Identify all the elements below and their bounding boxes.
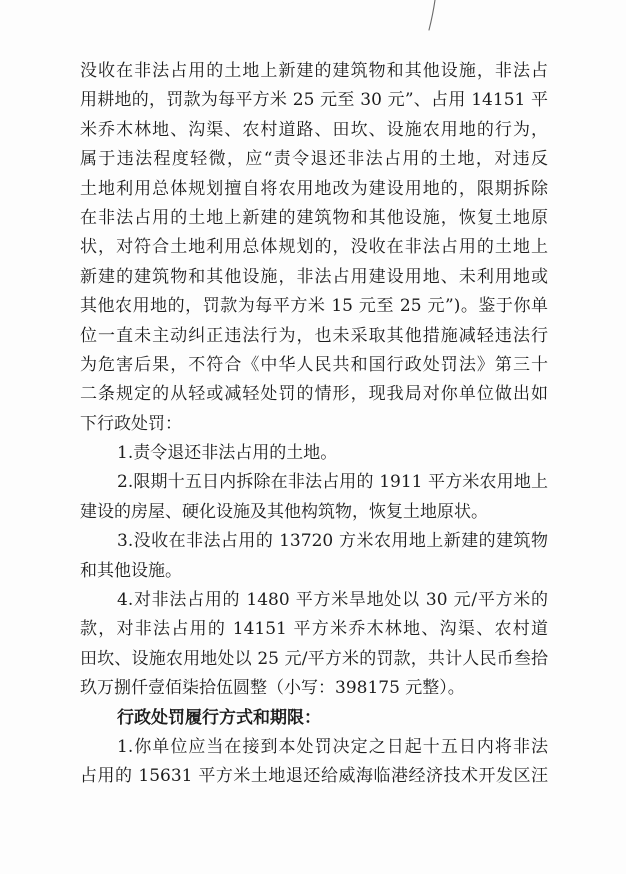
body-line: 4.对非法占用的 1480 平方米旱地处以 30 元/平方米的 [117,590,548,611]
penalty-item-1 [80,439,548,468]
body-line: 款，对非法占用的 14151 平方米乔木林地、沟渠、农村道 [80,619,548,640]
body-line: 3.没收在非法占用的 13720 方米农用地上新建的建筑物 [117,531,548,552]
body-line: 二条规定的从轻或减轻处罚的情形，现我局对你单位做出如 [80,384,548,405]
body-line: 状，对符合土地利用总体规划的，没收在非法占用的土地上 [80,237,548,258]
body-line: 下行政处罚： [80,413,182,434]
penalty-item-4 [80,586,548,704]
body-line: 米乔木林地、沟渠、农村道路、田坎、设施农用地的行为， [80,119,548,140]
body-line: 玖万捌仟壹佰柒拾伍圆整（小写：398175 元整）。 [80,678,465,699]
body-line: 用耕地的，罚款为每平方米 25 元至 30 元”、占用 14151 平 [80,90,548,111]
section-heading-block [80,704,548,733]
pen-stroke-mark [420,0,444,34]
body-line: 1.你单位应当在接到本处罚决定之日起十五日内将非法 [117,736,548,757]
body-line: 田坎、设施农用地处以 25 元/平方米的罚款，共计人民币叁拾 [80,648,548,669]
body-line: 位一直未主动纠正违法行为，也未采取其他措施减轻违法行 [80,325,548,346]
penalty-item-3 [80,527,548,586]
body-line: 1.责令退还非法占用的土地。 [117,443,338,464]
document-body [80,57,548,792]
body-line: 新建的建筑物和其他设施，非法占用建设用地、未利用地或 [80,266,548,287]
section-heading: 行政处罚履行方式和期限： [117,707,321,728]
body-line: 建设的房屋、硬化设施及其他构筑物，恢复土地原状。 [80,501,488,522]
body-line: 没收在非法占用的土地上新建的建筑物和其他设施，非法占 [80,61,548,81]
body-line: 为危害后果，不符合《中华人民共和国行政处罚法》第三十 [80,354,548,375]
body-line: 属于违法程度轻微，应“责令退还非法占用的土地，对违反 [80,149,548,170]
body-line: 在非法占用的土地上新建的建筑物和其他设施，恢复土地原 [80,207,548,228]
paragraph [80,57,548,439]
body-line: 和其他设施。 [80,560,182,581]
body-line: 其他农用地的，罚款为每平方米 15 元至 25 元”)。鉴于你单 [80,296,548,317]
body-line: 占用的 15631 平方米土地退还给威海临港经济技术开发区汪 [80,766,548,787]
body-line: 土地利用总体规划擅自将农用地改为建设用地的，限期拆除 [80,178,548,199]
penalty-item-2 [80,468,548,527]
fulfillment-item-1 [80,733,548,792]
body-line: 2.限期十五日内拆除在非法占用的 1911 平方米农用地上 [117,472,548,493]
